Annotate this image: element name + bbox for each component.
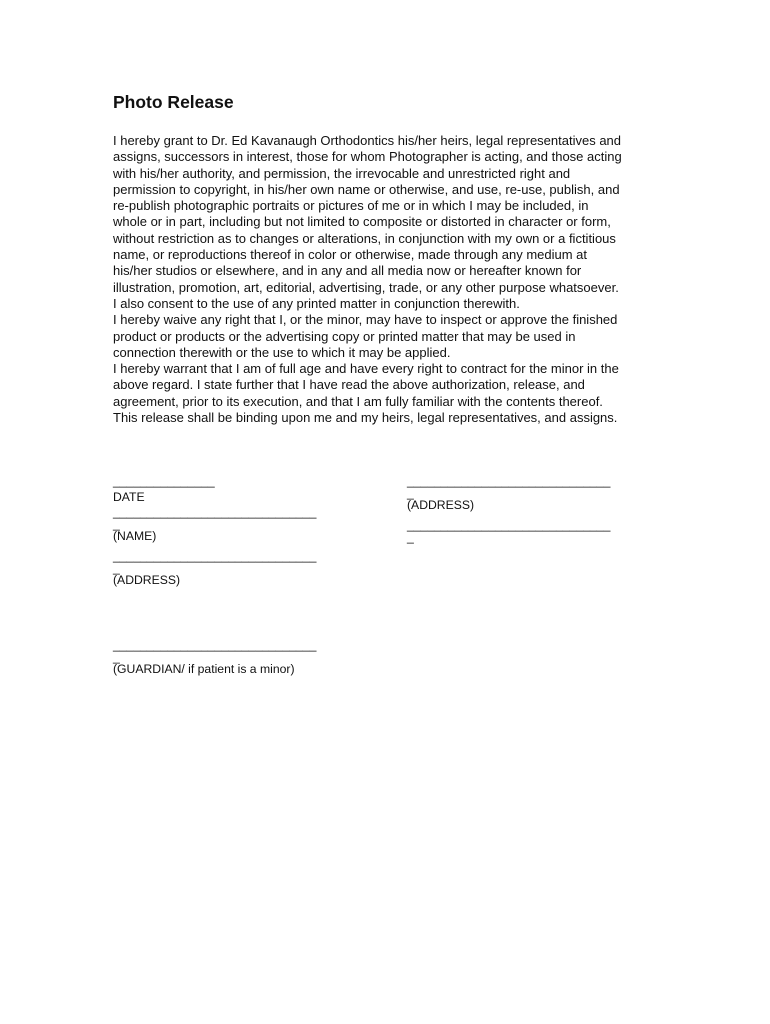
body-line: permission to copyright, in his/her own name or otherwise, and use, re-use, publish, and bbox=[113, 181, 620, 197]
guardian-line[interactable]: ______________________________ bbox=[113, 638, 317, 652]
name-line-tail: _ bbox=[113, 517, 120, 531]
body-line: This release shall be binding upon me and my heirs, legal representatives, and assigns. bbox=[113, 410, 618, 426]
right-blank-line[interactable]: ______________________________ bbox=[407, 518, 611, 532]
address-label: (ADDRESS) bbox=[113, 573, 181, 587]
date-label: DATE bbox=[113, 490, 145, 504]
body-line: with his/her authority, and permission, the irrevocable and unrestricted right and bbox=[113, 165, 571, 181]
name-label: (NAME) bbox=[113, 529, 157, 543]
body-line: I also consent to the use of any printed matter in conjunction therewith. bbox=[113, 295, 520, 311]
body-line: I hereby grant to Dr. Ed Kavanaugh Orthodontics his/her heirs, legal representatives and bbox=[113, 133, 622, 148]
date-line[interactable]: _______________ bbox=[113, 474, 215, 488]
guardian-line-tail: _ bbox=[113, 650, 120, 664]
name-line[interactable]: ______________________________ bbox=[113, 505, 317, 519]
body-line: assigns, successors in interest, those for whom Photographer is acting, and those acting bbox=[113, 149, 622, 165]
right-address-signature-block[interactable] bbox=[407, 473, 610, 513]
body-line: name, or reproductions thereof in color or otherwise, made through any medium at bbox=[113, 247, 588, 263]
right-blank-signature-block[interactable] bbox=[407, 517, 611, 544]
body-line: without restriction as to changes or alterations, in conjunction with my own or a fictitious bbox=[113, 230, 616, 246]
body-line: I hereby waive any right that I, or the minor, may have to inspect or approve the finished bbox=[113, 312, 618, 328]
right-blank-line-tail: _ bbox=[407, 530, 414, 544]
body-line: I hereby warrant that I am of full age and have every right to contract for the minor in the bbox=[113, 361, 619, 377]
address-line[interactable]: ______________________________ bbox=[113, 549, 317, 563]
address-line-tail: _ bbox=[113, 561, 120, 575]
body-line: whole or in part, including but not limited to composite or distorted in character or form, bbox=[113, 214, 611, 230]
body-line: above regard. I state further that I have read the above authorization, release, and bbox=[113, 377, 585, 393]
body-line: agreement, prior to its execution, and that I am fully familiar with the contents thereof. bbox=[113, 393, 603, 409]
release-body-text bbox=[113, 133, 673, 426]
date-signature-block[interactable] bbox=[113, 473, 215, 505]
right-address-line-tail: _ bbox=[407, 486, 414, 500]
body-line: re-publish photographic portraits or pictures of me or in which I may be included, in bbox=[113, 198, 589, 214]
body-line: illustration, promotion, art, editorial, advertising, trade, or any other purpose whatsoever. bbox=[113, 279, 619, 295]
guardian-label: (GUARDIAN/ if patient is a minor) bbox=[113, 662, 295, 676]
right-address-line[interactable]: ______________________________ bbox=[407, 474, 611, 488]
address-signature-block[interactable] bbox=[113, 548, 316, 588]
name-signature-block[interactable] bbox=[113, 504, 316, 544]
body-line: his/her studios or elsewhere, and in any and all media now or hereafter known for bbox=[113, 263, 582, 279]
document-title: Photo Release bbox=[113, 92, 234, 112]
guardian-signature-block[interactable] bbox=[113, 637, 316, 677]
body-line: product or products or the advertising copy or printed matter that may be used in bbox=[113, 328, 576, 344]
right-address-label: (ADDRESS) bbox=[407, 498, 475, 512]
body-line: connection therewith or the use to which it may be applied. bbox=[113, 344, 451, 360]
